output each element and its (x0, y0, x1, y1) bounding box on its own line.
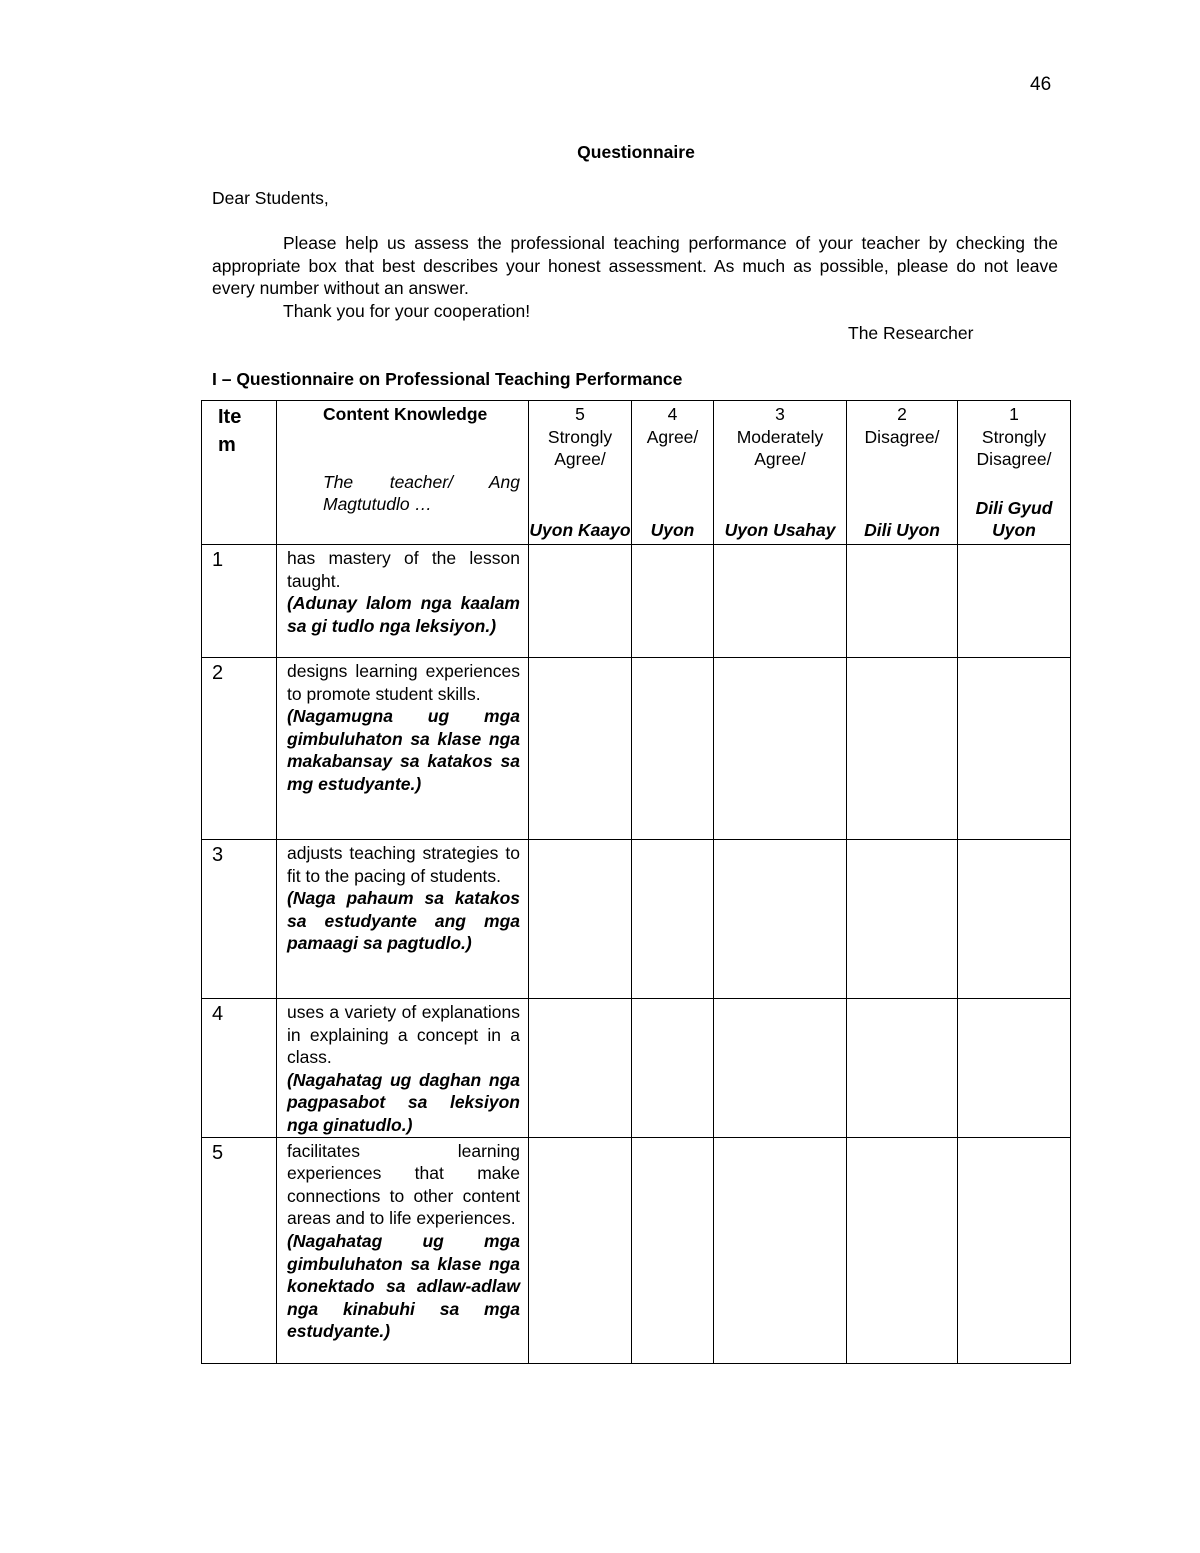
rating-cell-2[interactable] (847, 1137, 958, 1363)
signature: The Researcher (848, 323, 974, 343)
table-row (202, 840, 1071, 999)
item-number: 2 (202, 658, 277, 840)
rating-cell-1[interactable] (958, 545, 1071, 658)
document-title: Questionnaire (577, 142, 695, 162)
table-header-row (202, 401, 1071, 545)
item-statement (277, 1137, 529, 1363)
rating-cell-4[interactable] (632, 840, 714, 999)
thanks-line: Thank you for your cooperation! (283, 301, 531, 321)
rating-cell-4[interactable] (632, 999, 714, 1138)
rating-cell-1[interactable] (958, 999, 1071, 1138)
statement-cebuano: (Nagamugna ug mga gimbuluhaton sa klase nga makabansay sa katakos sa mg estudyante.) (287, 706, 520, 794)
item-number: 4 (202, 999, 277, 1138)
rating-cell-5[interactable] (529, 545, 632, 658)
rating-cell-1[interactable] (958, 840, 1071, 999)
rating-cell-4[interactable] (632, 658, 714, 840)
statement-cebuano: (Nagahatag ug daghan nga pagpasabot sa leksiyon nga ginatudlo.) (287, 1069, 520, 1135)
rating-cell-1[interactable] (958, 658, 1071, 840)
rating-cell-2[interactable] (847, 840, 958, 999)
table-row (202, 658, 1071, 840)
content-header (277, 401, 529, 545)
section-title: I – Questionnaire on Professional Teaching Performance (212, 369, 683, 389)
table-row (202, 999, 1071, 1138)
statement-english: designs learning experiences to promote student skills. (287, 661, 520, 704)
intro-paragraph: Please help us assess the professional teaching performance of your teacher by checking the appropriate box that best describes your honest assessment. As much as possible, please do not leave every number without an answer. (212, 233, 1058, 299)
rating-cell-3[interactable] (714, 545, 847, 658)
item-statement (277, 545, 529, 658)
table-row (202, 545, 1071, 658)
item-statement (277, 840, 529, 999)
item-header: Ite m (202, 401, 277, 545)
salutation: Dear Students, (212, 188, 329, 208)
teacher-label-line1: The teacher/ Ang (323, 471, 520, 492)
scale-header-3: 3 Moderately Agree/ Uyon Usahay (714, 401, 847, 545)
item-statement (277, 658, 529, 840)
statement-english: uses a variety of explanations in explaining a concept in a class. (287, 1002, 520, 1068)
rating-cell-2[interactable] (847, 658, 958, 840)
rating-cell-3[interactable] (714, 840, 847, 999)
item-number: 1 (202, 545, 277, 658)
statement-english: has mastery of the lesson taught. (287, 548, 520, 591)
statement-english: adjusts teaching strategies to fit to the pacing of students. (287, 843, 520, 886)
scale-header-5: 5 Strongly Agree/ Uyon Kaayo (529, 401, 632, 545)
rating-cell-3[interactable] (714, 999, 847, 1138)
statement-cebuano: (Naga pahaum sa katakos sa estudyante ang mga pamaagi sa pagtudlo.) (287, 888, 520, 954)
scale-header-1: 1 Strongly Disagree/ Dili Gyud Uyon (958, 401, 1071, 545)
rating-cell-2[interactable] (847, 545, 958, 658)
scale-header-2: 2 Disagree/ Dili Uyon (847, 401, 958, 545)
statement-english: facilitates learning experiences that make connections to other content areas and to life experiences. (287, 1140, 520, 1229)
rating-cell-5[interactable] (529, 1137, 632, 1363)
questionnaire-table (201, 400, 1071, 1364)
rating-cell-5[interactable] (529, 840, 632, 999)
statement-cebuano: (Adunay lalom nga kaalam sa gi tudlo nga leksiyon.) (287, 593, 520, 636)
rating-cell-5[interactable] (529, 658, 632, 840)
rating-cell-2[interactable] (847, 999, 958, 1138)
content-knowledge-label: Content Knowledge (323, 404, 488, 424)
table-row (202, 1137, 1071, 1363)
rating-cell-3[interactable] (714, 658, 847, 840)
teacher-label-line2: Magtutudlo … (323, 494, 432, 515)
rating-cell-3[interactable] (714, 1137, 847, 1363)
item-statement (277, 999, 529, 1138)
rating-cell-4[interactable] (632, 545, 714, 658)
item-number: 5 (202, 1137, 277, 1363)
rating-cell-5[interactable] (529, 999, 632, 1138)
statement-cebuano: (Nagahatag ug mga gimbuluhaton sa klase nga konektado sa adlaw-adlaw nga kinabuhi sa mga estudyante.) (287, 1230, 520, 1342)
rating-cell-4[interactable] (632, 1137, 714, 1363)
scale-header-4: 4 Agree/ Uyon (632, 401, 714, 545)
rating-cell-1[interactable] (958, 1137, 1071, 1363)
item-number: 3 (202, 840, 277, 999)
page-number: 46 (1030, 74, 1052, 95)
